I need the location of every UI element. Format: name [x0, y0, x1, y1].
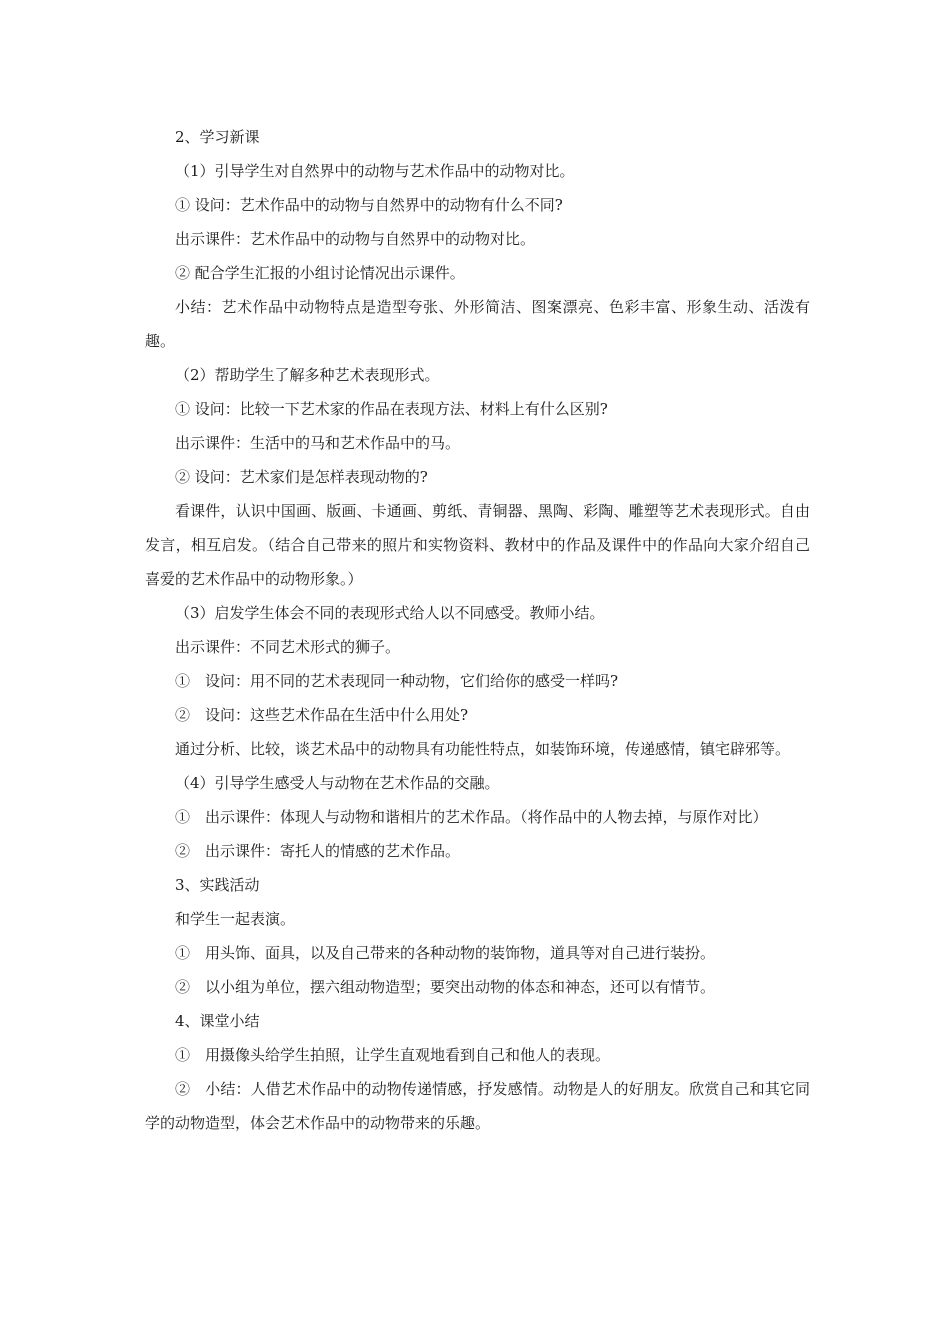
paragraph: （2）帮助学生了解多种艺术表现形式。: [175, 366, 440, 384]
paragraph: ② 配合学生汇报的小组讨论情况出示课件。: [175, 264, 465, 282]
section-heading-practice: 3、实践活动: [175, 876, 260, 894]
paragraph: ① 出示课件：体现人与动物和谐相片的艺术作品。（将作品中的人物去掉，与原作对比）: [175, 808, 768, 826]
paragraph: （1）引导学生对自然界中的动物与艺术作品中的动物对比。: [175, 162, 575, 180]
section-heading-summary: 4、课堂小结: [175, 1012, 260, 1030]
paragraph: 小结：艺术作品中动物特点是造型夸张、外形简洁、图案漂亮、色彩丰富、形象生动、活泼有趣。: [145, 298, 810, 350]
paragraph: ① 设问：艺术作品中的动物与自然界中的动物有什么不同?: [175, 196, 563, 214]
document-body: [145, 120, 810, 1140]
paragraph: 出示课件：艺术作品中的动物与自然界中的动物对比。: [175, 230, 536, 248]
section-heading-new-lesson: 2、学习新课: [175, 128, 260, 146]
paragraph: （4）引导学生感受人与动物在艺术作品的交融。: [175, 774, 500, 792]
paragraph: 和学生一起表演。: [175, 910, 296, 928]
paragraph: 出示课件：不同艺术形式的狮子。: [175, 638, 401, 656]
paragraph: 看课件，认识中国画、版画、卡通画、剪纸、青铜器、黑陶、彩陶、雕塑等艺术表现形式。自由发言，相互启发。（结合自己带来的照片和实物资料、教材中的作品及课件中的作品向大家介绍自己喜爱的艺术作品中的动物形象。）: [145, 502, 810, 588]
paragraph: 通过分析、比较，谈艺术品中的动物具有功能性特点，如装饰环境，传递感情，镇宅辟邪等。: [175, 740, 791, 758]
paragraph: ① 设问：用不同的艺术表现同一种动物，它们给你的感受一样吗?: [175, 672, 619, 690]
paragraph: ① 用头饰、面具，以及自己带来的各种动物的装饰物，道具等对自己进行装扮。: [175, 944, 716, 962]
paragraph: ① 用摄像头给学生拍照，让学生直观地看到自己和他人的表现。: [175, 1046, 611, 1064]
paragraph: ① 设问：比较一下艺术家的作品在表现方法、材料上有什么区别?: [175, 400, 608, 418]
paragraph: ② 小结：人借艺术作品中的动物传递情感，抒发感情。动物是人的好朋友。欣赏自己和其它同学的动物造型，体会艺术作品中的动物带来的乐趣。: [145, 1080, 810, 1132]
paragraph: 出示课件：生活中的马和艺术作品中的马。: [175, 434, 461, 452]
paragraph: ② 设问：这些艺术作品在生活中什么用处?: [175, 706, 469, 724]
paragraph: （3）启发学生体会不同的表现形式给人以不同感受。教师小结。: [175, 604, 605, 622]
paragraph: ② 出示课件：寄托人的情感的艺术作品。: [175, 842, 461, 860]
paragraph: ② 以小组为单位，摆六组动物造型；要突出动物的体态和神态，还可以有情节。: [175, 978, 716, 996]
paragraph: ② 设问：艺术家们是怎样表现动物的?: [175, 468, 428, 486]
